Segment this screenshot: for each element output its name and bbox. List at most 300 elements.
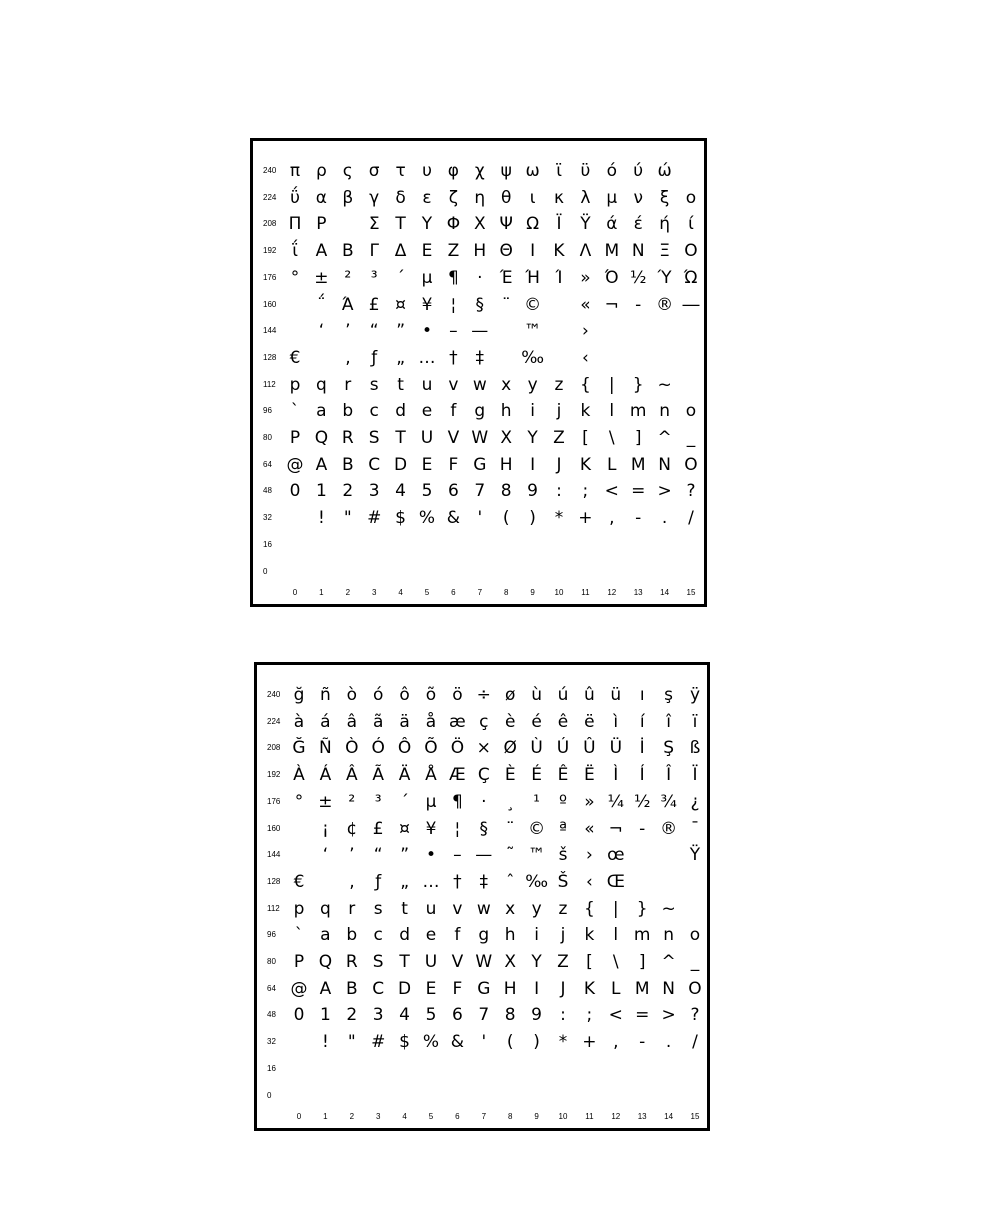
character-cell: × bbox=[476, 738, 491, 759]
character-cell: # bbox=[371, 1032, 386, 1053]
character-cell: ξ bbox=[659, 187, 670, 208]
character-cell: χ bbox=[474, 161, 485, 181]
row-code-label: 112 bbox=[263, 379, 276, 389]
character-cell: Ô bbox=[397, 738, 412, 759]
character-cell bbox=[682, 896, 708, 922]
character-cell: Ϊ bbox=[556, 214, 562, 235]
character-cell: ` bbox=[290, 401, 300, 422]
character-cell: = bbox=[635, 1005, 650, 1026]
character-cell: m bbox=[629, 401, 647, 422]
character-cell: ε bbox=[422, 187, 432, 208]
character-cell: % bbox=[418, 508, 436, 529]
character-cell: P bbox=[289, 428, 301, 448]
character-cell: ï bbox=[692, 711, 698, 732]
character-cell: , bbox=[613, 1032, 619, 1053]
character-cell bbox=[629, 1083, 655, 1109]
character-cell: _ bbox=[690, 952, 700, 972]
character-cell: " bbox=[347, 1032, 356, 1053]
character-cell: Ν bbox=[631, 241, 645, 262]
character-cell: / bbox=[688, 508, 694, 529]
character-cell: ¹ bbox=[533, 791, 540, 812]
character-cell: - bbox=[635, 294, 642, 315]
character-cell: û bbox=[584, 685, 595, 705]
character-cell bbox=[546, 318, 572, 344]
table-row bbox=[257, 816, 707, 842]
character-cell: ς bbox=[342, 161, 353, 181]
character-cell bbox=[312, 1056, 338, 1082]
character-cell: Q bbox=[314, 428, 329, 448]
character-cell: Η bbox=[473, 241, 487, 262]
character-cell: ϊ bbox=[556, 161, 562, 181]
character-cell: 6 bbox=[451, 1005, 463, 1026]
character-cell: ψ bbox=[500, 161, 512, 181]
character-cell: œ bbox=[607, 845, 625, 866]
character-cell: | bbox=[612, 898, 619, 919]
character-cell: u bbox=[425, 898, 437, 919]
character-cell bbox=[493, 532, 519, 558]
table-row bbox=[257, 735, 707, 761]
character-cell: Ψ bbox=[499, 214, 513, 235]
row-code-label: 112 bbox=[267, 903, 280, 913]
character-cell: ÿ bbox=[689, 685, 701, 705]
character-cell bbox=[524, 1056, 550, 1082]
character-cell: 3 bbox=[372, 1005, 384, 1026]
character-cell bbox=[308, 345, 334, 371]
character-cell: º bbox=[558, 791, 567, 812]
character-cell: B bbox=[345, 978, 358, 999]
table-row bbox=[257, 682, 707, 708]
character-cell bbox=[625, 345, 651, 371]
character-cell: I bbox=[534, 978, 540, 999]
character-cell: ; bbox=[586, 1005, 593, 1026]
character-cell bbox=[599, 532, 625, 558]
character-cell: ω bbox=[525, 161, 540, 181]
column-code-label: 7 bbox=[481, 1112, 487, 1122]
character-cell: > bbox=[661, 1005, 676, 1026]
character-cell bbox=[550, 1056, 576, 1082]
character-cell: s bbox=[373, 898, 383, 919]
character-cell: Ó bbox=[371, 738, 385, 759]
character-cell bbox=[444, 1056, 470, 1082]
table-row bbox=[253, 532, 704, 558]
character-cell bbox=[282, 318, 308, 344]
character-cell: ğ bbox=[293, 685, 305, 705]
character-cell: C bbox=[368, 454, 381, 475]
character-cell: ¿ bbox=[690, 791, 700, 812]
character-cell: [ bbox=[586, 952, 593, 972]
character-cell: ë bbox=[584, 711, 595, 732]
character-cell: b bbox=[342, 401, 354, 422]
character-cell: p bbox=[289, 374, 301, 395]
character-cell: Ò bbox=[345, 738, 359, 759]
character-cell: § bbox=[475, 294, 485, 315]
column-code-label: 13 bbox=[633, 588, 643, 598]
character-cell: ! bbox=[317, 508, 325, 529]
character-cell: ώ bbox=[657, 161, 672, 181]
character-cell: > bbox=[657, 481, 672, 502]
row-code-label: 128 bbox=[263, 352, 277, 362]
character-cell bbox=[520, 559, 546, 585]
character-cell: ‘ bbox=[318, 321, 325, 342]
character-cell: â bbox=[346, 711, 357, 732]
character-cell: † bbox=[453, 871, 462, 892]
character-cell: ? bbox=[686, 481, 696, 502]
character-cell: ™ bbox=[528, 845, 546, 866]
character-cell: a bbox=[320, 925, 331, 946]
character-cell: έ bbox=[633, 214, 643, 235]
character-cell bbox=[282, 292, 308, 318]
character-cell: Û bbox=[583, 738, 596, 759]
character-cell: W bbox=[475, 952, 493, 972]
row-code-label: 80 bbox=[267, 957, 276, 966]
character-cell: ‹ bbox=[581, 347, 589, 368]
column-code-label: 15 bbox=[690, 1112, 700, 1122]
column-code-label: 11 bbox=[581, 588, 590, 598]
character-cell: S bbox=[368, 428, 380, 448]
column-code-label: 8 bbox=[507, 1112, 513, 1122]
character-cell: - bbox=[639, 818, 646, 839]
greek-code-page-table bbox=[250, 138, 707, 607]
character-cell bbox=[444, 1083, 470, 1109]
character-cell: © bbox=[524, 294, 542, 315]
character-cell: E bbox=[425, 978, 437, 999]
character-cell: « bbox=[584, 818, 595, 839]
character-cell: . bbox=[661, 508, 668, 529]
row-code-label: 224 bbox=[267, 716, 281, 726]
character-cell: ü bbox=[610, 685, 622, 705]
character-cell: T bbox=[399, 952, 410, 972]
character-cell: _ bbox=[686, 428, 696, 448]
column-code-label: 5 bbox=[424, 588, 430, 598]
character-cell bbox=[335, 559, 361, 585]
character-cell: — bbox=[475, 845, 493, 866]
row-code-label: 48 bbox=[263, 486, 272, 496]
character-cell bbox=[418, 1083, 444, 1109]
row-code-label: 176 bbox=[267, 796, 281, 806]
character-cell: 1 bbox=[319, 1005, 331, 1026]
character-cell: x bbox=[505, 898, 516, 919]
character-cell: ‡ bbox=[479, 871, 489, 892]
character-cell: † bbox=[449, 347, 458, 368]
table-row bbox=[253, 559, 704, 585]
character-cell bbox=[418, 1056, 444, 1082]
character-cell bbox=[678, 158, 704, 184]
character-cell: Å bbox=[425, 765, 437, 786]
character-cell bbox=[471, 1083, 497, 1109]
row-code-label: 16 bbox=[267, 1063, 276, 1073]
character-cell: ‚ bbox=[345, 347, 351, 368]
character-cell: ν bbox=[633, 187, 643, 208]
character-cell bbox=[599, 318, 625, 344]
character-cell: Œ bbox=[606, 871, 625, 892]
character-cell: ! bbox=[321, 1032, 329, 1053]
character-cell: w bbox=[472, 374, 487, 395]
character-cell: è bbox=[504, 711, 516, 732]
column-code-label: 3 bbox=[375, 1112, 381, 1122]
character-cell: 9 bbox=[531, 1005, 542, 1026]
character-cell: — bbox=[471, 321, 489, 342]
character-cell: g bbox=[474, 401, 486, 422]
character-cell: κ bbox=[553, 187, 565, 208]
column-code-label: 11 bbox=[585, 1112, 594, 1122]
character-cell: R bbox=[345, 952, 358, 972]
character-cell: z bbox=[558, 898, 568, 919]
table-row bbox=[257, 842, 707, 868]
character-cell: X bbox=[504, 952, 517, 972]
character-cell: μ bbox=[606, 187, 618, 208]
character-cell: ‹ bbox=[585, 871, 593, 892]
character-cell: 1 bbox=[315, 481, 327, 502]
character-cell: Ζ bbox=[447, 241, 460, 262]
character-cell: Ã bbox=[372, 765, 384, 786]
character-cell: ϋ bbox=[580, 161, 591, 181]
row-code-label: 0 bbox=[263, 566, 268, 576]
character-cell bbox=[414, 559, 440, 585]
character-cell: Ο bbox=[684, 241, 698, 262]
row-code-label: 160 bbox=[267, 823, 281, 833]
character-cell: σ bbox=[368, 161, 380, 181]
row-code-label: 128 bbox=[267, 876, 281, 886]
character-cell: O bbox=[688, 978, 702, 999]
character-cell: c bbox=[369, 401, 379, 422]
character-cell: ― bbox=[682, 294, 700, 315]
character-cell: j bbox=[556, 401, 562, 422]
character-cell: ç bbox=[479, 711, 489, 732]
row-code-label: 80 bbox=[263, 433, 272, 442]
character-cell: Æ bbox=[449, 765, 466, 786]
character-cell: Ε bbox=[421, 241, 433, 262]
character-cell bbox=[286, 1029, 312, 1055]
table-row bbox=[257, 869, 707, 895]
character-cell: ì bbox=[613, 711, 619, 732]
character-cell: î bbox=[666, 711, 671, 732]
character-cell: V bbox=[451, 952, 464, 972]
character-cell bbox=[286, 816, 312, 842]
character-cell: ô bbox=[399, 685, 410, 705]
character-cell bbox=[524, 1083, 550, 1109]
character-cell: . bbox=[665, 1032, 672, 1053]
character-cell: Ά bbox=[341, 294, 354, 315]
column-code-label: 0 bbox=[296, 1112, 302, 1122]
table-row bbox=[253, 158, 704, 184]
character-cell: υ bbox=[422, 161, 432, 181]
character-cell: Ÿ bbox=[689, 845, 701, 866]
character-cell: r bbox=[344, 374, 352, 395]
character-cell: ” bbox=[396, 321, 405, 342]
character-cell: µ bbox=[425, 791, 437, 812]
character-cell: l bbox=[613, 925, 619, 946]
character-cell: ™ bbox=[524, 321, 542, 342]
character-cell: ã bbox=[372, 711, 384, 732]
character-cell bbox=[682, 1056, 708, 1082]
character-cell: ¼ bbox=[607, 791, 625, 812]
character-cell bbox=[520, 532, 546, 558]
character-cell: N bbox=[658, 454, 671, 475]
character-cell: v bbox=[452, 898, 463, 919]
character-cell: æ bbox=[449, 711, 466, 732]
character-cell: “ bbox=[369, 321, 379, 342]
table-row bbox=[257, 922, 707, 948]
row-code-label: 144 bbox=[267, 850, 281, 860]
character-cell: õ bbox=[425, 685, 437, 705]
character-cell: › bbox=[585, 845, 593, 866]
character-cell: * bbox=[554, 508, 564, 529]
character-cell: • bbox=[421, 321, 433, 342]
character-cell: y bbox=[531, 898, 542, 919]
character-cell bbox=[576, 1056, 602, 1082]
table-row bbox=[257, 1029, 707, 1055]
character-cell: h bbox=[504, 925, 516, 946]
row-code-label: 224 bbox=[263, 192, 277, 202]
character-cell: % bbox=[422, 1032, 440, 1053]
row-code-label: 240 bbox=[263, 166, 277, 175]
character-cell: S bbox=[372, 952, 384, 972]
character-cell bbox=[656, 1056, 682, 1082]
character-cell: © bbox=[528, 818, 546, 839]
character-cell: O bbox=[684, 454, 698, 475]
column-code-label: 8 bbox=[503, 588, 509, 598]
table-row bbox=[257, 896, 707, 922]
character-cell bbox=[572, 532, 598, 558]
table-row bbox=[253, 425, 704, 451]
character-cell: - bbox=[635, 508, 642, 529]
character-cell: í bbox=[639, 711, 645, 732]
character-cell: Γ bbox=[369, 241, 379, 262]
character-cell: U bbox=[424, 952, 438, 972]
character-cell: F bbox=[452, 978, 463, 999]
table-row bbox=[253, 238, 704, 264]
character-cell: ¤ bbox=[395, 294, 406, 315]
character-cell: Y bbox=[531, 952, 542, 972]
character-cell: Ä bbox=[398, 765, 411, 786]
column-code-label: 1 bbox=[319, 588, 324, 598]
character-cell: » bbox=[580, 267, 591, 288]
character-cell bbox=[678, 532, 704, 558]
character-cell: É bbox=[531, 765, 542, 786]
character-cell: · bbox=[481, 791, 487, 812]
column-code-label: 6 bbox=[455, 1112, 460, 1122]
character-cell: ύ bbox=[633, 161, 644, 181]
character-cell: / bbox=[692, 1032, 698, 1053]
character-cell: q bbox=[315, 374, 327, 395]
character-cell: M bbox=[634, 978, 650, 999]
character-cell: Έ bbox=[499, 267, 513, 288]
character-cell bbox=[493, 318, 519, 344]
character-cell: # bbox=[367, 508, 382, 529]
column-code-label: 13 bbox=[637, 1112, 647, 1122]
row-code-label: 48 bbox=[267, 1010, 276, 1020]
table-row bbox=[253, 372, 704, 398]
character-cell: α bbox=[315, 187, 327, 208]
character-cell: ± bbox=[318, 791, 333, 812]
character-cell bbox=[497, 1056, 523, 1082]
column-code-label: 7 bbox=[477, 588, 483, 598]
character-cell: φ bbox=[447, 161, 459, 181]
character-cell: g bbox=[478, 925, 490, 946]
character-cell: « bbox=[580, 294, 591, 315]
table-row bbox=[253, 505, 704, 531]
row-code-label: 160 bbox=[263, 299, 277, 309]
character-cell: € bbox=[289, 347, 301, 368]
character-cell: „ bbox=[396, 347, 405, 368]
character-cell: Z bbox=[557, 952, 569, 972]
character-cell: ´ bbox=[400, 791, 409, 812]
character-cell: & bbox=[446, 508, 461, 529]
character-cell: @ bbox=[286, 454, 304, 475]
character-cell: N bbox=[662, 978, 675, 999]
character-cell: ® bbox=[660, 818, 678, 839]
character-cell: ù bbox=[531, 685, 542, 705]
table-row bbox=[257, 1056, 707, 1082]
character-cell: W bbox=[471, 428, 489, 448]
character-cell: L bbox=[607, 454, 617, 475]
character-cell: Α bbox=[315, 241, 328, 262]
character-cell: ^ bbox=[657, 428, 672, 448]
character-cell: : bbox=[556, 481, 562, 502]
character-cell: ; bbox=[582, 481, 589, 502]
character-cell: ½ bbox=[629, 267, 647, 288]
character-cell: ª bbox=[558, 818, 567, 839]
character-cell: K bbox=[583, 978, 595, 999]
character-cell: F bbox=[448, 454, 459, 475]
character-cell: τ bbox=[395, 161, 406, 181]
character-cell: Š bbox=[557, 871, 569, 892]
character-cell: ό bbox=[606, 161, 617, 181]
character-cell: η bbox=[474, 187, 486, 208]
character-cell: µ bbox=[421, 267, 433, 288]
character-cell: A bbox=[315, 454, 328, 475]
column-code-label: 4 bbox=[398, 588, 403, 598]
character-cell bbox=[493, 559, 519, 585]
character-cell: Ï bbox=[692, 765, 698, 786]
character-cell: ½ bbox=[633, 791, 651, 812]
row-code-label: 32 bbox=[263, 513, 272, 523]
character-cell: … bbox=[422, 871, 440, 892]
column-code-label: 5 bbox=[428, 1112, 434, 1122]
character-cell: ¢ bbox=[346, 818, 358, 839]
character-cell: z bbox=[554, 374, 564, 395]
character-cell: ‡ bbox=[475, 347, 485, 368]
character-cell: { bbox=[583, 898, 595, 919]
character-cell: $ bbox=[395, 508, 406, 529]
character-cell bbox=[497, 1083, 523, 1109]
character-cell: n bbox=[659, 401, 670, 422]
character-cell: Δ bbox=[394, 241, 407, 262]
row-code-label: 32 bbox=[267, 1037, 276, 1047]
character-cell bbox=[308, 532, 334, 558]
character-cell: ‘ bbox=[322, 845, 329, 866]
turkish-character-grid bbox=[257, 665, 707, 1128]
greek-character-grid bbox=[253, 141, 704, 604]
character-cell: § bbox=[479, 818, 489, 839]
character-cell: | bbox=[608, 374, 615, 395]
character-cell: – bbox=[449, 321, 458, 342]
turkish-code-page-table bbox=[254, 662, 710, 1131]
character-cell: ” bbox=[400, 845, 409, 866]
character-cell: ¶ bbox=[447, 267, 459, 288]
character-cell: o bbox=[685, 401, 697, 422]
character-cell bbox=[629, 1056, 655, 1082]
character-cell: ÷ bbox=[476, 685, 491, 705]
character-cell: ê bbox=[557, 711, 569, 732]
character-cell: Τ bbox=[395, 214, 406, 235]
character-cell: 2 bbox=[346, 1005, 358, 1026]
character-cell: - bbox=[639, 1032, 646, 1053]
character-cell: & bbox=[450, 1032, 465, 1053]
character-cell: J bbox=[560, 978, 566, 999]
character-cell: y bbox=[527, 374, 538, 395]
character-cell: ø bbox=[504, 685, 516, 705]
